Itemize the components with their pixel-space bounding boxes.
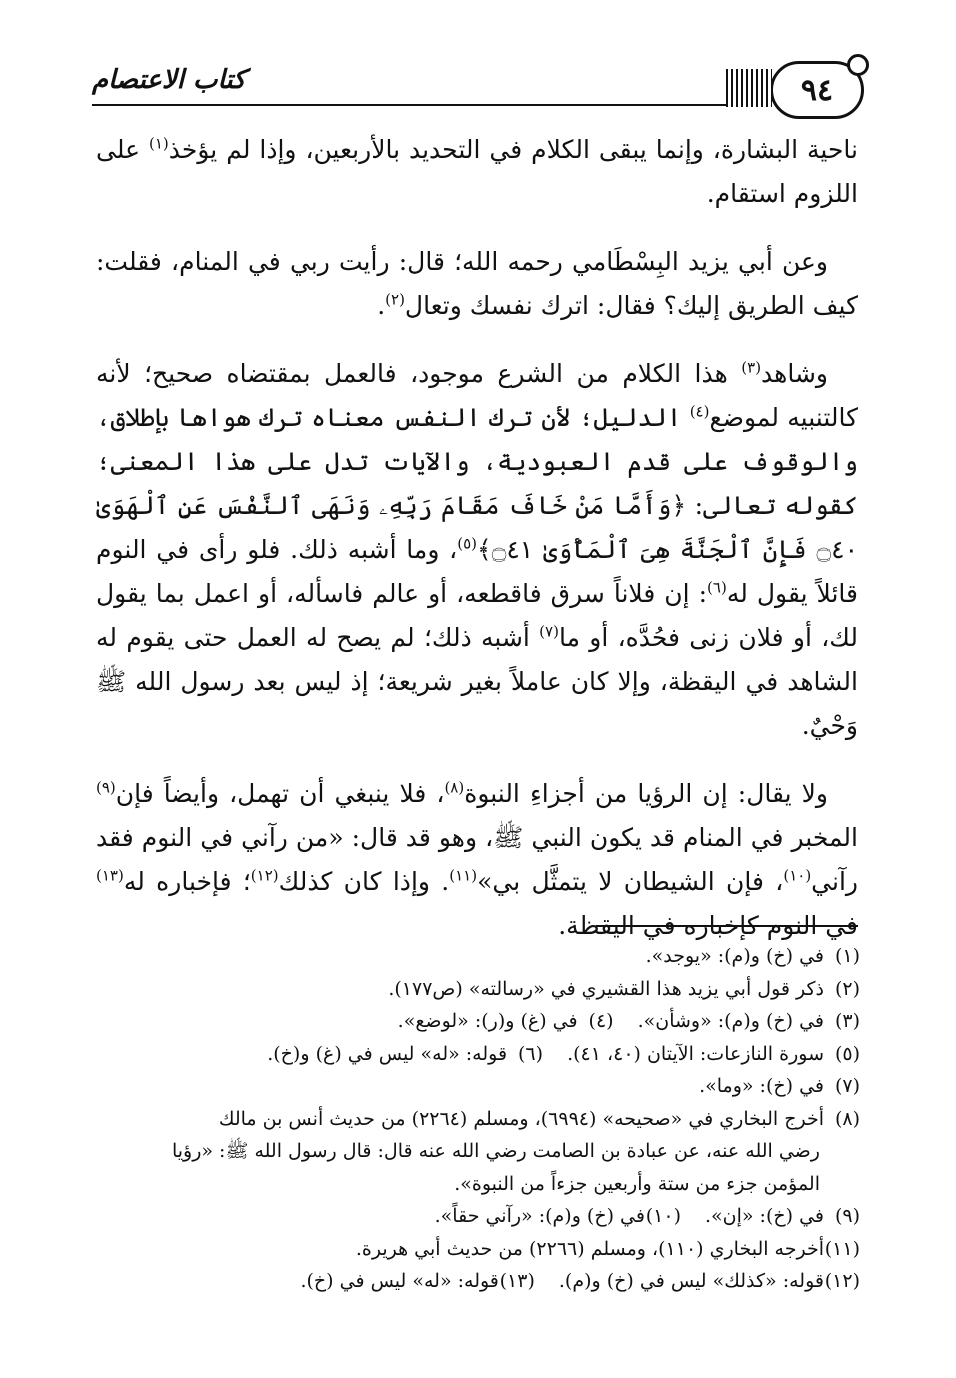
footnote-text: في (خ): «إن». [704, 1205, 824, 1227]
footnote-marker: (٣) [741, 358, 762, 377]
footnote-continuation: رضي الله عنه، عن عبادة بن الصامت رضي الله عنه قال: قال رسول الله ﷺ: «رؤيا [171, 1140, 820, 1162]
text-run: ناحية البشارة، وإنما يبقى الكلام في التحديد بالأربعين، وإذا لم يؤخذ [168, 135, 858, 164]
footnotes [96, 940, 860, 1298]
text-run: . وإذا كان كذلك [278, 867, 450, 896]
footnote-marker: (١٣) [96, 866, 124, 885]
footnote-text: في (غ) و(ر): «لوضع». [397, 1010, 578, 1032]
footnote-text: في (خ) و(م): «وشأن». [637, 1010, 824, 1032]
text-run: على اللزوم استقام. [96, 135, 858, 208]
footnote-line [96, 1005, 860, 1038]
footnote-marker: (١٢) [250, 866, 279, 885]
text-run: المخبر في المنام قد يكون النبي ﷺ، وهو قد قال: «من رآني في النوم فقد رآني [96, 823, 858, 896]
text-run: ، فلا ينبغي أن تهمل، وأيضاً فإن [115, 779, 445, 808]
paragraph-3 [96, 352, 858, 748]
footnote-text: في (خ) و(م): «يوجد». [645, 945, 824, 967]
text-run: أشبه ذلك؛ لم يصح له العمل حتى يقوم له الشاهد في اليقظة، وإلا كان عاملاً بغير شريعة؛ إذ ليس بعد رسول الله ﷺ وَحْيٌ. [96, 623, 858, 740]
text-run: ، فإن الشيطان لا يتمثَّل بي» [477, 867, 784, 896]
footnote-text: أخرج البخاري في «صحيحه» (٦٩٩٤)، ومسلم (٢٢٦٤) من حديث أنس بن مالك [218, 1107, 824, 1130]
quran-quote: الدليل؛ لأن ترك النفس معناه ترك هواها بإطلاق، والوقوف على قدم العبودية، والآيات تدل على هذا المعنى؛ كقوله تعالى: ﴿وَأَمَّا مَنْ خَافَ مَقَامَ رَبِّهِۦ وَنَهَى ٱلنَّفْسَ عَنِ ٱلْهَوَىٰ ۝٤٠ فَإِنَّ ٱلْجَنَّةَ هِىَ ٱلْمَأْوَىٰ ۝٤١﴾ [96, 403, 859, 564]
footnote-marker: (١١) [449, 866, 478, 885]
text-run: : إن فلاناً سرق فاقطعه، أو عالم فاسأله، أو اعمل بما يقول لك، أو فلان زنى فحُدَّه، أو ما [96, 579, 858, 652]
footnote-number: (٧) [834, 1075, 860, 1097]
frame-ornament-icon [847, 54, 869, 76]
text-run: وشاهد [761, 359, 828, 388]
text-run: . [377, 291, 386, 320]
text-run: ؛ فإخباره له [123, 867, 251, 896]
text-run: هذا الكلام من الشرع موجود، فالعمل بمقتضاه صحيح؛ لأنه كالتنبيه لموضع [96, 359, 858, 432]
paragraph-4 [96, 772, 858, 948]
footnote-marker: (٥) [457, 534, 478, 553]
footnote-text: سورة النازعات: الآيتان (٤٠، ٤١). [567, 1042, 824, 1065]
footnote-line [96, 1233, 860, 1266]
text-run: ولا يقال: إن الرؤيا من أجزاءِ النبوة [464, 779, 828, 808]
footnote-marker: (٦) [707, 578, 727, 597]
footnote-number: (٤) [588, 1010, 614, 1032]
footnote-text: قوله: «له» ليس في (غ) و(خ). [267, 1042, 508, 1065]
footnote-number: (٢) [834, 977, 860, 1000]
text-run: في النوم كإخباره في اليقظة. [558, 911, 858, 940]
header-rule [92, 104, 726, 106]
footnote-marker: (٩) [96, 778, 116, 797]
text-run: ، وما أشبه ذلك. فلو رأى في النوم قائلاً يقول له [96, 535, 859, 608]
footnote-marker: (٢) [385, 290, 405, 309]
footnote-number: (١١) [824, 1237, 860, 1260]
footnote-number: (١) [834, 945, 860, 967]
footnote-text: قوله: «له» ليس في (خ). [300, 1270, 499, 1292]
footnote-number: (٥) [834, 1042, 860, 1065]
footnote-marker: (٨) [444, 778, 465, 797]
footnote-line [96, 973, 860, 1006]
page-number: ٩٤ [800, 72, 834, 108]
text-run: وعن أبي يزيد البِسْطَامي رحمه الله؛ قال: رأيت ربي في المنام، فقلت: كيف الطريق إليك؟ فقال: اترك نفسك وتعال [96, 247, 858, 320]
footnote-marker: (٤) [689, 402, 710, 421]
footnote-marker: (٧) [539, 622, 559, 641]
footnote-line [96, 1265, 860, 1298]
footnote-separator [596, 925, 858, 927]
footnote-marker: (١) [149, 134, 169, 153]
footnote-line [96, 1103, 860, 1136]
header-ornament [726, 69, 772, 107]
footnote-continuation: المؤمن جزء من ستة وأربعين جزءاً من النبوة». [454, 1172, 820, 1195]
footnote-number: (٩) [834, 1205, 860, 1227]
footnote-line [96, 1070, 860, 1103]
footnote-number: (٣) [834, 1010, 860, 1032]
paragraph-1 [96, 128, 858, 216]
footnote-number: (٦) [518, 1042, 544, 1065]
footnote-line [96, 1200, 860, 1233]
footnote-number: (١٢) [824, 1270, 860, 1292]
book-title: كتاب الاعتصام [92, 65, 246, 95]
footnote-text: أخرجه البخاري (١١٠)، ومسلم (٢٢٦٦) من حديث أبي هريرة. [355, 1237, 824, 1260]
footnote-text: في (خ) و(م): «رآني حقاً». [434, 1205, 645, 1227]
footnote-text: في (خ): «وما». [699, 1075, 824, 1097]
body-text [96, 128, 858, 972]
paragraph-2 [96, 240, 858, 328]
footnote-number: (١٠) [645, 1205, 681, 1227]
footnote-number: (٨) [834, 1107, 860, 1130]
page-header [92, 55, 864, 115]
footnote-text: قوله: «كذلك» ليس في (خ) و(م). [558, 1270, 824, 1292]
footnote-line [96, 1038, 860, 1071]
footnote-text: ذكر قول أبي يزيد هذا القشيري في «رسالته» (ص١٧٧). [388, 977, 824, 1000]
footnote-number: (١٣) [499, 1270, 535, 1292]
page-number-frame [770, 61, 864, 119]
footnote-marker: (١٠) [783, 866, 812, 885]
footnote-line [96, 940, 860, 973]
